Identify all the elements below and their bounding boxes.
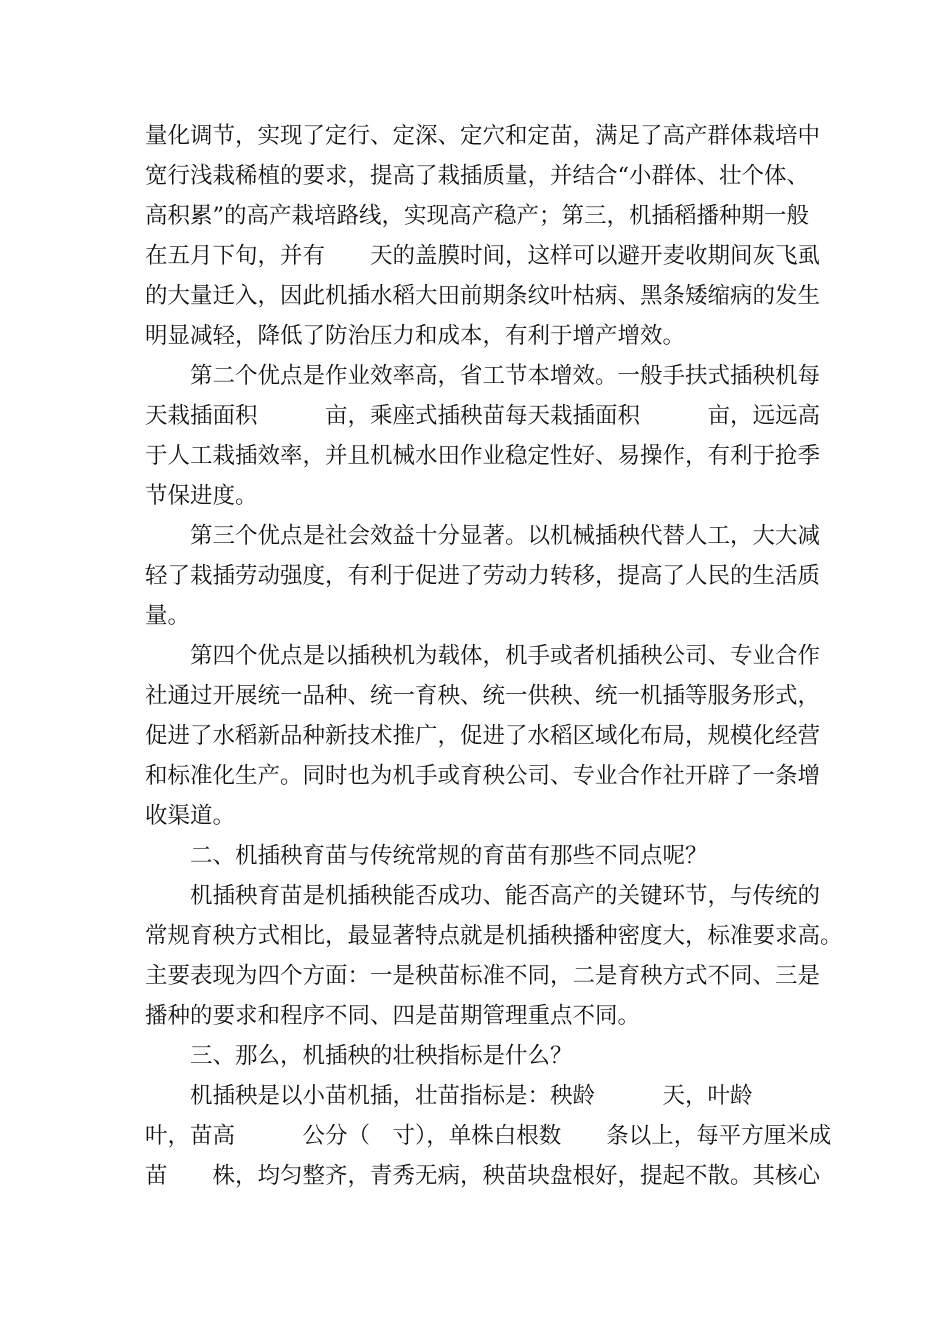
- text-line: 明显减轻，降低了防治压力和成本，有利于增产增效。: [145, 323, 686, 349]
- paragraph-first-line: 机插秧是以小苗机插，壮苗指标是：秧龄 天，叶龄: [190, 1083, 753, 1109]
- text-line: 轻了栽插劳动强度，有利于促进了劳动力转移，提高了人民的生活质: [145, 563, 821, 589]
- paragraph-first-line: 第二个优点是作业效率高，省工节本增效。一般手扶式插秧机每: [190, 363, 821, 389]
- text-line: 播种的要求和程序不同、四是苗期管理重点不同。: [145, 1003, 641, 1029]
- text-line: 高积累”的高产栽培路线，实现高产稳产；第三，机插稻播种期一般: [145, 203, 810, 229]
- text-line: 天栽插面积 亩，乘座式插秧苗每天栽插面积 亩，远远高: [145, 403, 821, 429]
- text-line: 宽行浅栽稀植的要求，提高了栽插质量，并结合“小群体、壮个体、: [145, 163, 810, 189]
- text-line: 叶，苗高 公分（ 寸），单株白根数 条以上，每平方厘米成: [145, 1123, 832, 1149]
- text-line: 主要表现为四个方面：一是秧苗标准不同，二是育秧方式不同、三是: [145, 963, 821, 989]
- section-heading: 三、那么，机插秧的壮秧指标是什么？: [190, 1043, 573, 1069]
- text-line: 促进了水稻新品种新技术推广，促进了水稻区域化布局，规模化经营: [145, 723, 821, 749]
- paragraph-first-line: 第四个优点是以插秧机为载体，机手或者机插秧公司、专业合作: [190, 643, 821, 669]
- text-line: 收渠道。: [145, 803, 236, 829]
- section-heading: 二、机插秧育苗与传统常规的育苗有那些不同点呢？: [190, 843, 708, 869]
- text-line: 节保进度。: [145, 483, 258, 509]
- paragraph-first-line: 机插秧育苗是机插秧能否成功、能否高产的关键环节，与传统的: [190, 883, 821, 909]
- text-line: 量。: [145, 603, 191, 629]
- text-line: 常规育秧方式相比，最显著特点就是机插秧播种密度大，标准要求高。: [145, 923, 843, 949]
- text-line: 于人工栽插效率，并且机械水田作业稳定性好、易操作，有利于抢季: [145, 443, 821, 469]
- text-line: 在五月下旬，并有 天的盖膜时间，这样可以避开麦收期间灰飞虱: [145, 243, 821, 269]
- text-line: 社通过开展统一品种、统一育秧、统一供秧、统一机插等服务形式，: [145, 683, 821, 709]
- text-line: 的大量迁入，因此机插水稻大田前期条纹叶枯病、黑条矮缩病的发生: [145, 283, 821, 309]
- text-line: 和标准化生产。同时也为机手或育秧公司、专业合作社开辟了一条增: [145, 763, 821, 789]
- text-line: 量化调节，实现了定行、定深、定穴和定苗，满足了高产群体栽培中: [145, 123, 821, 149]
- paragraph-first-line: 第三个优点是社会效益十分显著。以机械插秧代替人工，大大减: [190, 523, 821, 549]
- text-line: 苗 株，均匀整齐，青秀无病，秧苗块盘根好，提起不散。其核心: [145, 1163, 821, 1189]
